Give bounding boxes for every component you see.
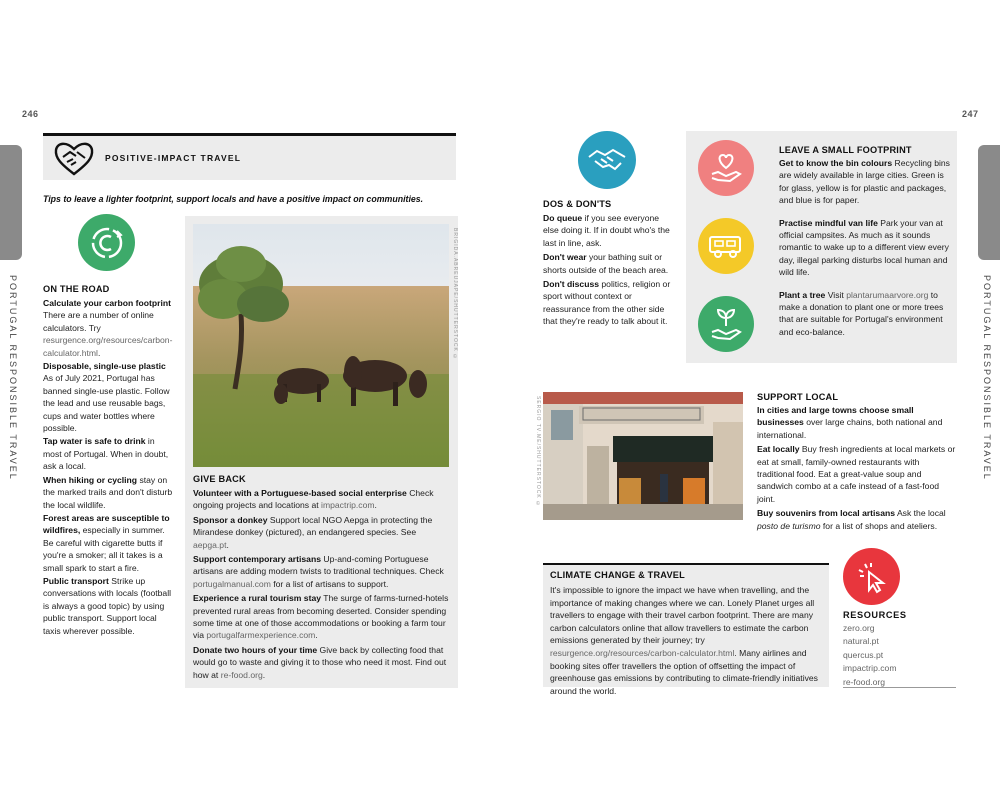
recycle-badge	[78, 214, 135, 271]
climate-heading: CLIMATE CHANGE & TRAVEL	[550, 570, 685, 580]
portugalmanual-link[interactable]: portugalmanual.com	[193, 578, 271, 589]
donkeys-photo	[193, 224, 449, 467]
list-item: Forest areas are susceptible to wildfires, especially in summer. Be careful with cigarette butts if you're a smoker; all it takes is a small spark to start a fire.	[43, 512, 170, 573]
resource-link[interactable]: impactrip.com	[843, 663, 897, 674]
page-number-left: 246	[22, 109, 39, 119]
list-item: Eat locally Buy fresh ingredients at local markets or eat at small, family-owned restaurants with traditional food. Eat a great-value soup and sandwich combo at a cafe instead of a fast-food joint.	[757, 444, 956, 504]
banner-title: POSITIVE-IMPACT TRAVEL	[105, 153, 242, 163]
refood-link[interactable]: re-food.org	[220, 669, 263, 680]
camper-van-icon	[708, 232, 744, 260]
support-local-heading: SUPPORT LOCAL	[757, 392, 839, 402]
list-item: Buy souvenirs from local artisans Ask the local posto de turismo for a list of shops and ateliers.	[757, 508, 946, 531]
list-item: Calculate your carbon footprint There are a number of online calculators. Try resurgence.org/resources/carbon-calculator.html.	[43, 298, 173, 358]
right-side-tab	[978, 145, 1000, 260]
page-number-right: 247	[962, 109, 979, 119]
photo-credit-donkeys: BRIGIDA.ABREUJAPE/SHUTTERSTOCK ©	[452, 228, 458, 362]
handshake-icon	[587, 145, 627, 175]
list-item: Sponsor a donkey Support local NGO Aepga in protecting the Mirandese donkey (pictured), an endangered species. See aepga.pt.	[193, 514, 433, 550]
on-the-road-heading: ON THE ROAD	[43, 284, 110, 294]
heart-hand-badge	[698, 140, 754, 196]
handshake-badge	[578, 131, 636, 189]
dos-donts-heading: DOS & DON'TS	[543, 199, 612, 209]
resource-link[interactable]: natural.pt	[843, 636, 879, 647]
handshake-heart-icon	[53, 140, 95, 176]
climate-resurgence-link[interactable]: resurgence.org/resources/carbon-calculator.html	[550, 647, 735, 658]
heart-in-hand-icon	[708, 150, 744, 186]
climate-section	[550, 570, 824, 698]
list-item: Volunteer with a Portuguese-based social enterprise Check ongoing projects and locations at impactrip.com.	[193, 488, 434, 511]
list-item: Don't discuss politics, religion or sport without context or reassurance from the other side that they're ready to talk about it.	[543, 279, 671, 327]
list-item: Disposable, single-use plastic As of July 2021, Portugal has banned single-use plastic. Follow the lead and use reusable bags, cups and water bottles where possible.	[43, 361, 170, 434]
on-the-road-section	[43, 284, 175, 638]
photo-credit-shop: SERGIO TV.ME/SHUTTERSTOCK ©	[535, 396, 541, 509]
portugalfarmexperience-link[interactable]: portugalfarmexperience.com	[206, 630, 316, 641]
small-footprint-section	[779, 145, 951, 339]
aepga-link[interactable]: aepga.pt	[193, 539, 227, 550]
plant-in-hand-icon	[708, 306, 744, 342]
resurgence-link[interactable]: resurgence.org/resources/carbon-calculator.html	[43, 335, 173, 358]
left-side-label: PORTUGAL RESPONSIBLE TRAVEL	[8, 275, 18, 481]
resources-rule	[843, 687, 956, 688]
cursor-click-icon	[855, 560, 889, 594]
list-item: Plant a tree Visit plantarumaarvore.org to make a donation to plant one or more trees that are suitable for Portugal's environment and eco-balance.	[779, 289, 944, 337]
climate-text: It's impossible to ignore the impact we have when travelling, and the importance of making changes where we can. Lonely Planet urges all travellers to engage with their travel carbon footprint. There are many carbon calculators online that allow travellers to estimate the carbon emissions generated by their journey; try resurgence.org/resources/carbon-calculator.html. Many airlines and booking sites offer travellers the option of offsetting the impact of greenhouse gas emissions by contributing to climate-friendly initiatives around the world.	[550, 585, 818, 696]
small-footprint-heading: LEAVE A SMALL FOOTPRINT	[779, 145, 912, 155]
banner	[43, 136, 456, 180]
resources-section	[843, 610, 956, 689]
van-badge	[698, 218, 754, 274]
resource-link[interactable]: quercus.pt	[843, 649, 884, 660]
left-side-tab	[0, 145, 22, 260]
give-back-heading: GIVE BACK	[193, 474, 246, 484]
list-item: Donate two hours of your time Give back by collecting food that would go to waste and giving it to those who need it most. Find out how at re-food.org.	[193, 644, 447, 680]
list-item: Don't wear your bathing suit or shorts outside of the beach area.	[543, 252, 669, 275]
right-side-label: PORTUGAL RESPONSIBLE TRAVEL	[982, 275, 992, 481]
list-item: In cities and large towns choose small businesses over large chains, both national and international.	[757, 405, 943, 440]
list-item: Experience a rural tourism stay The surge of farms-turned-hotels prevented rural areas from becoming deserted. Consider spending some time at one of those accommodations or booking a farm tour via portugalfarmexperience.com.	[193, 593, 449, 641]
list-item: Do queue if you see everyone else doing it. If in doubt who's the last in line, ask.	[543, 213, 670, 248]
intro-text: Tips to leave a lighter footprint, support locals and have a positive impact on communities.	[43, 194, 424, 204]
list-item: Support contemporary artisans Up-and-coming Portuguese artisans are adding modern twists to traditional techniques. Check portugalmanual.com for a list of artisans to support.	[193, 554, 444, 589]
resource-link[interactable]: zero.org	[843, 623, 875, 633]
plant-badge	[698, 296, 754, 352]
plantarumaarvore-link[interactable]: plantarumaarvore.org	[846, 289, 929, 300]
resource-link[interactable]: re-food.org	[843, 676, 886, 687]
cursor-badge	[843, 548, 900, 605]
impactrip-link[interactable]: impactrip.com	[321, 500, 375, 511]
support-local-section	[757, 392, 957, 533]
list-item: Get to know the bin colours Recycling bins are widely available in large cities. Green is for glass, yellow is for plastic and packages, and blue is for paper.	[779, 158, 950, 206]
resources-heading: RESOURCES	[843, 610, 907, 620]
list-item: When hiking or cycling stay on the marked trails and don't disturb the local wildlife.	[43, 474, 173, 510]
shop-photo	[543, 392, 743, 520]
recycle-icon	[87, 223, 127, 263]
list-item: Public transport Strike up conversations with locals (football is always a good topic) by using public transport. Support local taxis wherever possible.	[43, 575, 172, 636]
give-back-section	[193, 474, 451, 682]
dos-donts-section	[543, 199, 673, 329]
list-item: Tap water is safe to drink in most of Portugal. When in doubt, ask a local.	[43, 436, 169, 472]
list-item: Practise mindful van life Park your van at official campsites. As much as it sounds romantic to wake up to a different view every day, illegal parking disturbs local human and wild life.	[779, 217, 949, 278]
